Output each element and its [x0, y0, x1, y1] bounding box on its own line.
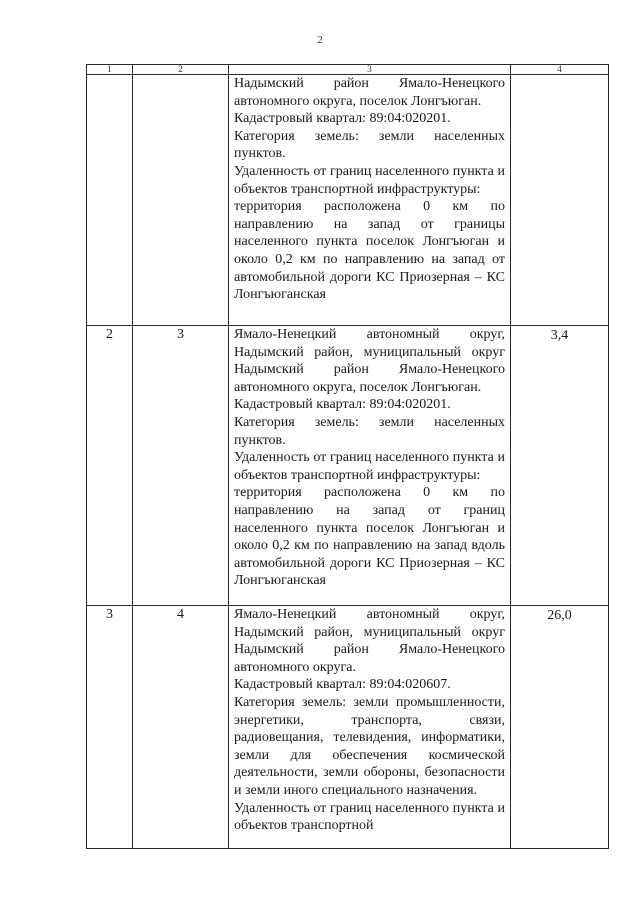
- description-paragraph: Удаленность от границ населенного пункта и объектов транспортной инфраструктуры:: [234, 163, 505, 197]
- row-number: 3: [87, 606, 133, 849]
- description-paragraph: Категория земель: земли населенных пунктов.: [234, 414, 505, 448]
- column-header: 3: [229, 65, 511, 75]
- page-number: 2: [317, 34, 323, 46]
- plot-area: 3,4: [511, 326, 609, 606]
- description-paragraph: Надымский район Ямало-Ненецкого автономного округа, поселок Лонгъюган.: [234, 76, 505, 109]
- column-header: 1: [87, 65, 133, 75]
- plot-number: [133, 75, 229, 326]
- table-header-row: [87, 65, 609, 75]
- column-header: 4: [511, 65, 609, 75]
- plot-area: 26,0: [511, 606, 609, 849]
- description-paragraph: Ямало-Ненецкий автономный округ, Надымский район, муниципальный округ Надымский район Ямало-Ненецкого автономного округа, поселок Лонгъюган.: [234, 327, 505, 395]
- description-paragraph: Удаленность от границ населенного пункта и объектов транспортной: [234, 800, 505, 834]
- plot-area: [511, 75, 609, 326]
- table-row: [87, 326, 609, 606]
- plot-number: 3: [133, 326, 229, 606]
- description-paragraph: Категория земель: земли населенных пунктов.: [234, 128, 505, 162]
- plot-description: [229, 75, 511, 326]
- description-paragraph: территория расположена 0 км по направлению на запад от границ населенного пункта поселок Лонгъюган и около 0,2 км по направлению на запад вдоль автомобильной дороги КС Приозерная – КС Лонгъюганская: [234, 485, 505, 589]
- plot-description: [229, 606, 511, 849]
- description-paragraph: территория расположена 0 км по направлению на запад от границы населенного пункта поселок Лонгъюган и около 0,2 км по направлению на запад от автомобильной дороги КС Приозерная – КС Лонгъюганская: [234, 199, 505, 303]
- table-row: [87, 606, 609, 849]
- description-paragraph: Ямало-Ненецкий автономный округ, Надымский район, муниципальный округ Надымский район Ямало-Ненецкого автономного округа.: [234, 607, 505, 675]
- row-number: [87, 75, 133, 326]
- description-paragraph: Категория земель: земли промышленности, энергетики, транспорта, связи, радиовещания, телевидения, информатики, земли для обеспечения космической деятельности, земли обороны, безопасности и земли иного специального назначения.: [234, 694, 505, 798]
- plot-number: 4: [133, 606, 229, 849]
- description-paragraph: Кадастровый квартал: 89:04:020201.: [234, 397, 451, 413]
- column-header: 2: [133, 65, 229, 75]
- description-paragraph: Кадастровый квартал: 89:04:020201.: [234, 111, 451, 127]
- description-paragraph: Удаленность от границ населенного пункта и объектов транспортной инфраструктуры:: [234, 450, 505, 483]
- description-paragraph: Кадастровый квартал: 89:04:020607.: [234, 677, 451, 693]
- land-plots-table: [86, 64, 609, 849]
- plot-description: [229, 326, 511, 606]
- row-number: 2: [87, 326, 133, 606]
- table-row: [87, 75, 609, 326]
